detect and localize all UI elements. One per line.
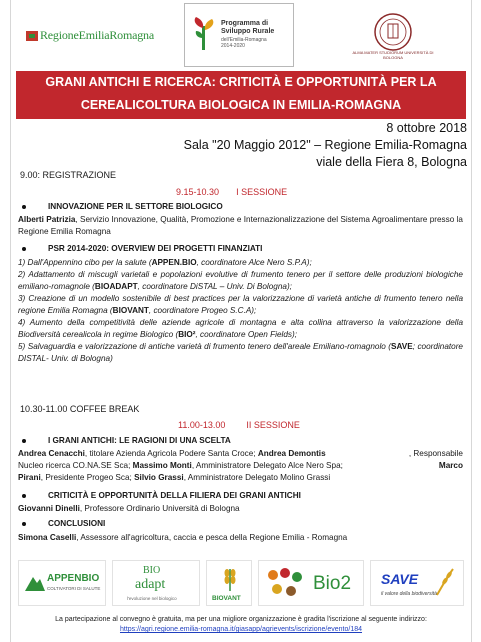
s1-topic-1: INNOVAZIONE PER IL SETTORE BIOLOGICO [22, 202, 223, 211]
footer [16, 615, 466, 635]
footer-text: La partecipazione al convegno è gratuita, ma per una migliore organizzazione è gradita l'iscrizione al seguente indirizzo: [55, 616, 427, 623]
bio2-logo: Bio2 [258, 560, 364, 606]
partner-logos [18, 560, 464, 608]
grain-icon [265, 567, 309, 601]
s1-speaker: Alberti Patrizia, Servizio Innovazione, Qualità, Promozione e Internazionalizzazione del Sistema Agroalimentare presso la Regione Emilia Romagna [18, 215, 463, 236]
project-item: 4) Aumento della competitività delle aziende agricole di montagna e alta collina attraverso la valorizzazione della Biodiversità cerealicola in regime Biologico (BIO², coordinatore Open Fields); [18, 318, 463, 339]
wheat-ear-icon [433, 567, 457, 597]
title-line-2: CEREALICOLTURA BIOLOGICA IN EMILIA-ROMAGNA [80, 98, 402, 112]
biovant-logo: BIOVANT [206, 560, 252, 606]
unibo-logo-text: ALMA MATER STUDIORUM UNIVERSITÀ DI BOLOGNA [352, 50, 434, 60]
s2-speakers: Andrea Cenacchi, titolare Azienda Agricola Podere Santa Croce; Andrea Demontis , Responsabile Nucleo ricerca CO.NA.SE Sca; Massimo Monti, Amministratore Delegato Alce Nero Spa; Marco Pirani, Presidente Progeo Sca; Silvio Grassi, Amministratore Delegato Molino Grassi [18, 449, 463, 482]
mountain-icon [25, 571, 45, 593]
rer-logo-text: RegioneEmiliaRomagna [40, 28, 154, 42]
title-band [16, 71, 466, 119]
registration-link[interactable]: https://agri.regione.emilia-romagna.it/giasapp/agrievents/iscrizione/evento/184 [119, 626, 363, 633]
psr-title-2: Sviluppo Rurale [221, 28, 275, 35]
session-1-label: I SESSIONE [236, 187, 288, 197]
bullet-icon [22, 522, 26, 526]
appenbio-logo: APPENBIO COLTIVATORI DI SALUTE [18, 560, 106, 606]
event-date: 8 ottobre 2018 [386, 121, 467, 135]
psr-sub-2: 2014-2020 [221, 43, 245, 49]
project-item: 2) Adattamento di miscugli varietali e popolazioni evolutive di frumento tenero per il settore delle produzioni biologiche emiliano-romagnole (BIOADAPT, coordinatore DiSTAL – Univ. Di Bologna); [18, 270, 463, 291]
wheat-icon [221, 565, 239, 591]
s2-topic-2-speaker: Giovanni Dinelli, Professore Ordinario Università di Bologna [18, 504, 240, 513]
registration: 9.00: REGISTRAZIONE [20, 170, 117, 180]
session-2-time: 11.00-13.00 [178, 420, 226, 430]
session-1-time: 9.15-10.30 [176, 187, 220, 197]
psr-sub-1: dell'Emilia-Romagna [221, 37, 267, 43]
project-item: 3) Creazione di un modello sostenibile di best practices per la valorizzazione di varietà antiche di frumento tenero nella regione Emilia Romagna (BIOVANT, coordinatore Progeo S.C.A); [18, 294, 463, 315]
psr-logo [184, 3, 294, 67]
bullet-icon [22, 439, 26, 443]
psr-title-1: Programma di [221, 20, 269, 27]
event-venue: Sala "20 Maggio 2012" – Regione Emilia-Romagna [183, 138, 467, 152]
save-logo: SAVE il valore della biodiversità [370, 560, 464, 606]
s2-topic-3: CONCLUSIONI [22, 519, 105, 528]
event-info [184, 120, 467, 171]
s2-topic-1: I GRANI ANTICHI: LE RAGIONI DI UNA SCELTA [22, 436, 231, 445]
projects-list [18, 257, 463, 365]
coffee-break: 10.30-11.00 COFFEE BREAK [20, 404, 140, 414]
regione-emilia-romagna-logo [26, 28, 154, 46]
session-1-heading [176, 187, 287, 197]
s1-topic-2: PSR 2014-2020: OVERVIEW DEI PROGETTI FINANZIATI [22, 244, 262, 253]
s2-topic-3-speaker: Simona Caselli, Assessore all'agricoltura, caccia e pesca della Regione Emilia - Romagna [18, 533, 348, 542]
sprout-icon [193, 16, 215, 52]
s2-topic-2: CRITICITÀ E OPPORTUNITÀ DELLA FILIERA DEI GRANI ANTICHI [22, 491, 301, 500]
bullet-icon [22, 205, 26, 209]
bioadapt-logo: BIO adapt l'evoluzione nel biologico [112, 560, 200, 606]
project-item: 5) Salvaguardia e valorizzazione di antiche varietà di frumento tenero dell'areale Emiliano-romagnolo (SAVE; coordinatore DISTAL- Univ. di Bologna) [18, 342, 463, 363]
title-line-1: GRANI ANTICHI E RICERCA: CRITICITÀ E OPPORTUNITÀ PER LA [45, 75, 437, 89]
session-2-label: II SESSIONE [246, 420, 300, 430]
event-address: viale della Fiera 8, Bologna [316, 155, 467, 169]
project-item: 1) Dall'Appennino cibo per la salute (APPEN.BIO, coordinatore Alce Nero S.P.A); [18, 258, 312, 267]
bullet-icon [22, 494, 26, 498]
bullet-icon [22, 247, 26, 251]
session-2-heading [178, 420, 300, 430]
